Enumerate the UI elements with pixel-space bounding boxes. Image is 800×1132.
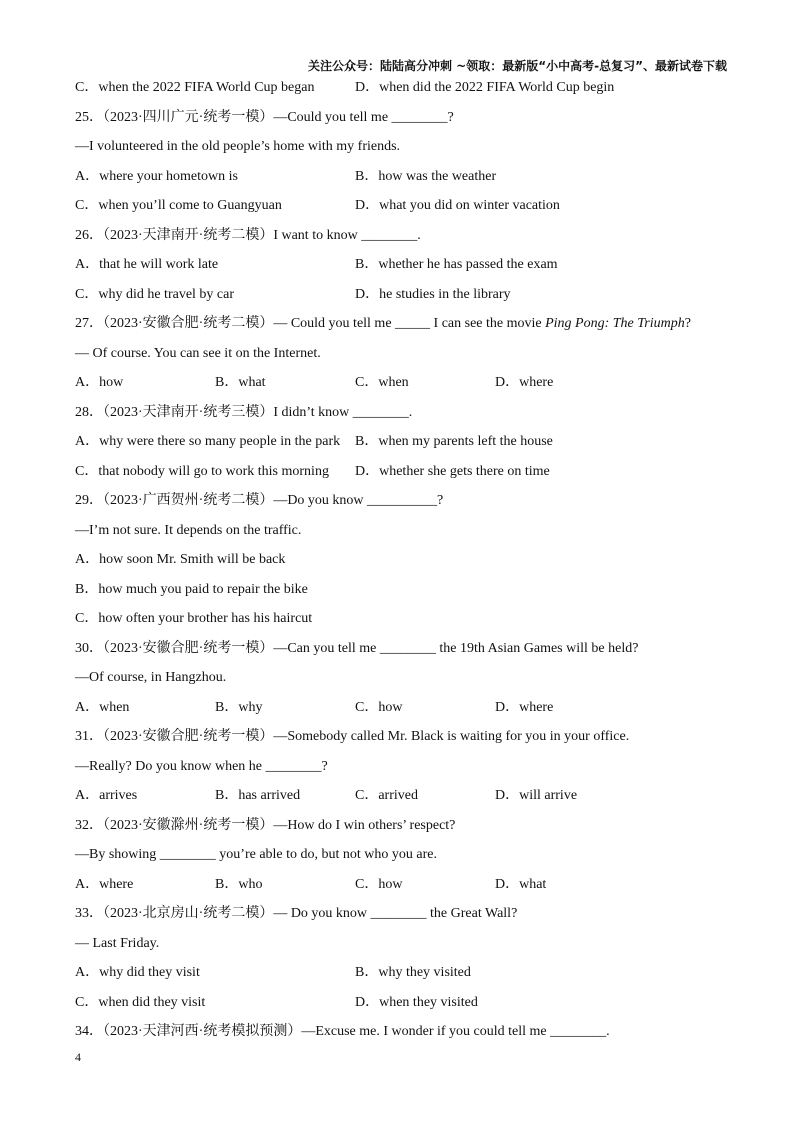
question-stem: 29．（2023·广西贺州·统考二模）—Do you know __________? [75,493,444,508]
option-row [75,698,735,728]
question-stem: 26．（2023·天津南开·统考二模）I want to know ________. [75,227,421,243]
option-row [75,196,735,226]
option-b[interactable]: B．who [215,876,263,892]
option-b[interactable]: B．whether he has passed the exam [355,257,558,272]
option-c[interactable]: C．why did he travel by car [75,286,235,302]
question-stem [75,314,735,344]
option-row [75,78,735,108]
option-a[interactable]: A．where your hometown is [75,168,238,184]
option-c[interactable]: C．how [355,876,403,892]
stem-text: 27．（2023·安徽合肥·统考二模）— Could you tell me _____ I can see the movie [75,316,546,331]
question-stem: 32．（2023·安徽滁州·统考一模）—How do I win others’ respect? [75,817,456,833]
question-stem: 25．（2023·四川广元·统考一模）—Could you tell me ________? [75,109,454,125]
option-c[interactable]: C．how often your brother has his haircut [75,611,313,626]
dialogue-reply: — Of course. You can see it on the Internet. [75,345,321,361]
option-row [75,963,735,993]
option-d[interactable]: D．whether she gets there on time [355,463,550,479]
option-a[interactable]: A．how [75,375,124,390]
option-row [75,786,735,816]
option-row [75,373,735,403]
option-row [75,285,735,315]
option-b[interactable]: B．when my parents left the house [355,434,553,449]
option-d[interactable]: D．where [495,699,554,715]
page-header-banner: 关注公众号：陆陆高分冲刺 ~领取：最新版“小中高考-总复习”、最新试卷下载 [308,59,727,73]
option-b[interactable]: B．how much you paid to repair the bike [75,581,308,597]
option-row [75,993,735,1023]
question-stem: 34．（2023·天津河西·统考模拟预测）—Excuse me. I wonder if you could tell me ________. [75,1024,610,1039]
stem-end: ? [684,316,691,331]
dialogue-reply: —I volunteered in the old people’s home with my friends. [75,139,401,154]
option-c[interactable]: C．how [355,699,403,715]
option-d[interactable]: D．when they visited [355,994,478,1010]
option-b[interactable]: B．why [215,699,263,715]
option-a[interactable]: A．why were there so many people in the park [75,434,341,449]
page-number: 4 [75,1050,81,1064]
option-c[interactable]: C．that nobody will go to work this morning [75,463,329,479]
option-a[interactable]: A．when [75,699,130,715]
option-b[interactable]: B．how was the weather [355,168,497,184]
option-a[interactable]: A．how soon Mr. Smith will be back [75,552,286,567]
option-b[interactable]: B．what [215,375,266,390]
option-a[interactable]: A．where [75,876,134,892]
option-b[interactable]: B．has arrived [215,788,301,803]
option-b[interactable]: B．why they visited [355,965,471,980]
option-d[interactable]: D．what [495,876,547,892]
option-c[interactable]: C．when [355,375,409,390]
option-row [75,875,735,905]
option-a[interactable]: A．why did they visit [75,965,200,980]
question-stem: 30．（2023·安徽合肥·统考一模）—Can you tell me ________ the 19th Asian Games will be held? [75,640,639,656]
option-a[interactable]: A．that he will work late [75,257,219,272]
question-stem: 33．（2023·北京房山·统考二模）— Do you know ________ the Great Wall? [75,906,518,921]
option-c[interactable]: C．arrived [355,788,418,803]
option-d[interactable]: D．he studies in the library [355,286,511,302]
option-c[interactable]: C．when you’ll come to Guangyuan [75,198,282,213]
dialogue-reply: —Really? Do you know when he ________? [75,758,328,774]
option-d[interactable]: D．what you did on winter vacation [355,198,560,213]
option-row [75,167,735,197]
option-row [75,462,735,492]
option-d[interactable]: D．where [495,375,554,390]
option-row [75,255,735,285]
dialogue-reply: —Of course, in Hangzhou. [75,670,227,685]
dialogue-reply: — Last Friday. [75,935,160,951]
option-d[interactable]: D．when did the 2022 FIFA World Cup begin [355,80,615,95]
question-stem: 31．（2023·安徽合肥·统考一模）—Somebody called Mr. Black is waiting for you in your office. [75,729,630,744]
dialogue-reply: —By showing ________ you’re able to do, but not who you are. [75,847,438,862]
option-d[interactable]: D．will arrive [495,788,578,803]
option-c[interactable]: C．when the 2022 FIFA World Cup began [75,80,315,95]
option-a[interactable]: A．arrives [75,788,138,803]
question-list [75,78,735,1052]
option-row [75,432,735,462]
option-c[interactable]: C．when did they visit [75,994,206,1010]
movie-title: Ping Pong: The Triumph [545,316,685,331]
question-stem: 28．（2023·天津南开·统考三模）I didn’t know ________. [75,404,413,420]
dialogue-reply: —I’m not sure. It depends on the traffic. [75,522,302,538]
